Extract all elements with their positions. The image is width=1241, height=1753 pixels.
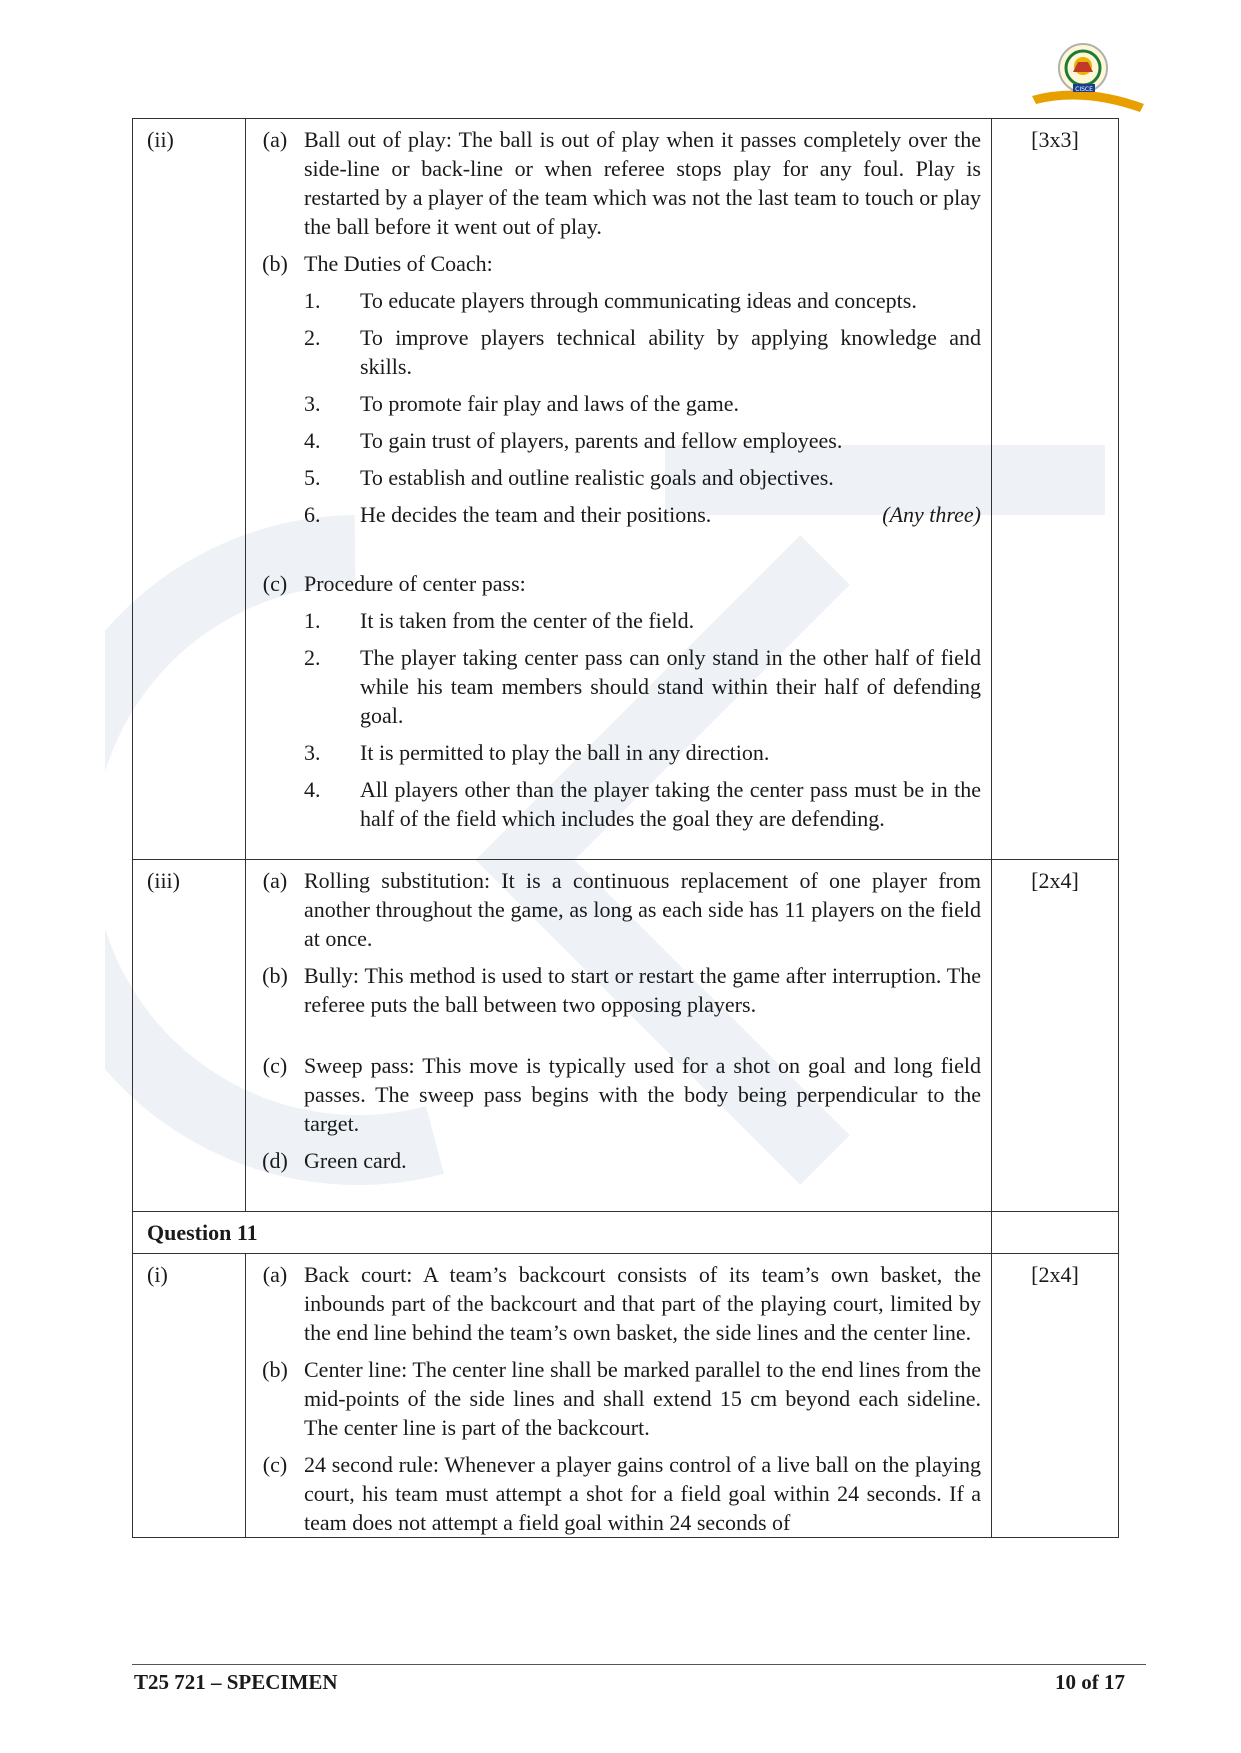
list-number: 2. bbox=[304, 325, 321, 350]
list-number: 6. bbox=[304, 502, 321, 527]
item-letter: (a) bbox=[262, 1262, 288, 1287]
empty-marks-cell bbox=[992, 1212, 1119, 1254]
row-q10-iii bbox=[133, 860, 1119, 1212]
item-text: Rolling substitution: It is a continuous replacement of one player from another throughout the game, as long as each side has 11 players on the field at once. bbox=[304, 868, 981, 951]
answer-cell bbox=[246, 119, 992, 860]
list-number: 2. bbox=[304, 645, 321, 670]
answer-item-b bbox=[246, 249, 981, 537]
answer-item-c bbox=[246, 1450, 981, 1537]
row-question-heading bbox=[133, 1212, 1119, 1254]
list-item bbox=[304, 775, 981, 833]
list-text: He decides the team and their positions. bbox=[360, 502, 712, 527]
list-text: All players other than the player taking the center pass must be in the half of the field which includes the goal they are defending. bbox=[360, 777, 981, 831]
list-text: The player taking center pass can only stand in the other half of field while his team members should stand within their half of defending goal. bbox=[360, 645, 981, 728]
item-letter: (b) bbox=[262, 1357, 288, 1382]
answer-item-c bbox=[246, 569, 981, 841]
answer-item-a bbox=[246, 125, 981, 241]
marking-scheme-table bbox=[132, 118, 1119, 1538]
item-letter: (d) bbox=[262, 1148, 288, 1173]
list-number: 4. bbox=[304, 777, 321, 802]
list-number: 3. bbox=[304, 740, 321, 765]
page-number: 10 of 17 bbox=[1055, 1670, 1125, 1694]
list-item bbox=[304, 500, 981, 529]
item-heading: Procedure of center pass: bbox=[304, 571, 526, 596]
item-letter: (c) bbox=[262, 1452, 288, 1477]
item-text: 24 second rule: Whenever a player gains control of a live ball on the playing court, his team must attempt a shot for a field goal within 24 seconds. If a team does not attempt a field goal within 24 seconds of bbox=[304, 1452, 981, 1535]
logo-text: CISCE bbox=[1075, 86, 1093, 93]
item-letter: (c) bbox=[262, 1053, 288, 1078]
part-label: (i) bbox=[133, 1254, 246, 1538]
any-three-note: (Any three) bbox=[882, 502, 981, 527]
answer-item-c bbox=[246, 1051, 981, 1138]
marks-cell: [2x4] bbox=[992, 1254, 1119, 1538]
list-text: To gain trust of players, parents and fellow employees. bbox=[360, 428, 843, 453]
list-number: 1. bbox=[304, 288, 321, 313]
list-item bbox=[304, 606, 981, 635]
item-letter: (c) bbox=[262, 571, 288, 596]
list-number: 3. bbox=[304, 391, 321, 416]
list-text: It is taken from the center of the field. bbox=[360, 608, 695, 633]
list-item bbox=[304, 323, 981, 381]
item-text: Center line: The center line shall be marked parallel to the end lines from the mid-points of the side lines and shall extend 15 cm beyond each sideline. The center line is part of the backcourt. bbox=[304, 1357, 981, 1440]
item-text: Bully: This method is used to start or restart the game after interruption. The referee puts the ball between two opposing players. bbox=[304, 963, 981, 1017]
list-text: To educate players through communicating ideas and concepts. bbox=[360, 288, 917, 313]
answer-cell bbox=[246, 860, 992, 1212]
item-heading: The Duties of Coach: bbox=[304, 251, 493, 276]
list-item bbox=[304, 426, 981, 455]
row-q11-i bbox=[133, 1254, 1119, 1538]
item-letter: (a) bbox=[262, 868, 288, 893]
list-number: 4. bbox=[304, 428, 321, 453]
marks-cell: [3x3] bbox=[992, 119, 1119, 860]
list-item bbox=[304, 463, 981, 492]
item-text: Back court: A team’s backcourt consists of its team’s own basket, the inbounds part of the backcourt and that part of the playing court, limited by the end line behind the team’s own basket, the side lines and the center line. bbox=[304, 1262, 981, 1345]
item-letter: (a) bbox=[262, 127, 288, 152]
list-item bbox=[304, 643, 981, 730]
list-text: To establish and outline realistic goals and objectives. bbox=[360, 465, 834, 490]
answer-item-a bbox=[246, 1260, 981, 1347]
list-text: To improve players technical ability by applying knowledge and skills. bbox=[360, 325, 981, 379]
item-text: Ball out of play: The ball is out of play when it passes completely over the side-line or back-line or when referee stops play for any foul. Play is restarted by a player of the team which was not the last team to touch or play the ball before it went out of play. bbox=[304, 127, 981, 239]
list-number: 5. bbox=[304, 465, 321, 490]
answer-item-b bbox=[246, 961, 981, 1019]
list-item bbox=[304, 738, 981, 767]
list-text: It is permitted to play the ball in any direction. bbox=[360, 740, 770, 765]
item-letter: (b) bbox=[262, 251, 288, 276]
answer-cell bbox=[246, 1254, 992, 1538]
list-text: To promote fair play and laws of the game. bbox=[360, 391, 740, 416]
paper-code: T25 721 – SPECIMEN bbox=[134, 1670, 338, 1694]
item-text: Sweep pass: This move is typically used for a shot on goal and long field passes. The sweep pass begins with the body being perpendicular to the target. bbox=[304, 1053, 981, 1136]
list-item bbox=[304, 389, 981, 418]
answer-item-d bbox=[246, 1146, 981, 1175]
answer-item-a bbox=[246, 866, 981, 953]
list-item bbox=[304, 286, 981, 315]
list-number: 1. bbox=[304, 608, 321, 633]
row-q10-ii bbox=[133, 119, 1119, 860]
cisce-emblem-icon bbox=[1028, 38, 1148, 118]
question-heading: Question 11 bbox=[133, 1212, 992, 1254]
answer-item-b bbox=[246, 1355, 981, 1442]
item-letter: (b) bbox=[262, 963, 288, 988]
footer-rule bbox=[132, 1664, 1146, 1665]
marks-cell: [2x4] bbox=[992, 860, 1119, 1212]
item-text: Green card. bbox=[304, 1148, 407, 1173]
part-label: (ii) bbox=[133, 119, 246, 860]
part-label: (iii) bbox=[133, 860, 246, 1212]
